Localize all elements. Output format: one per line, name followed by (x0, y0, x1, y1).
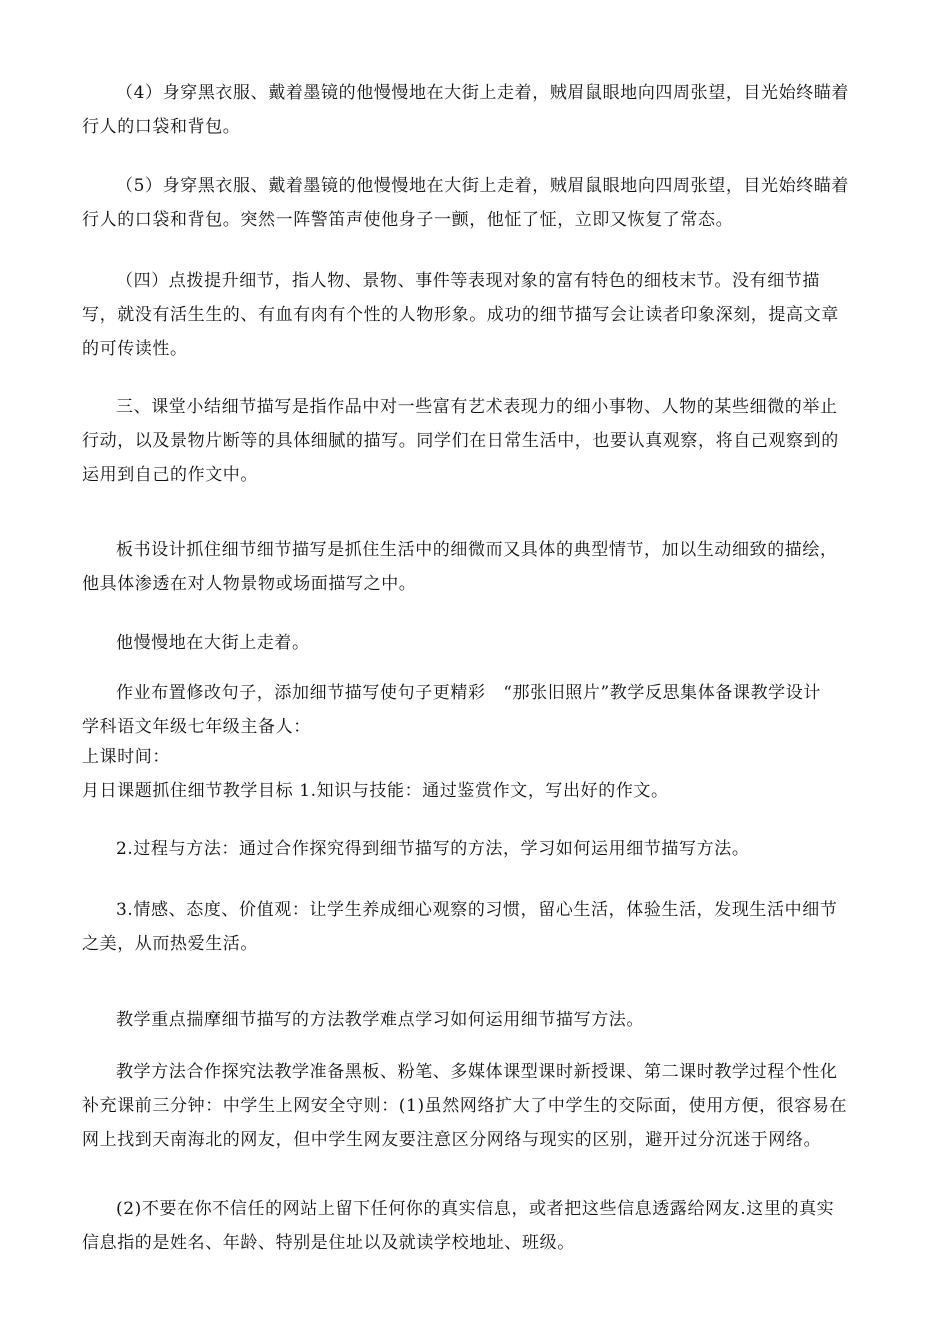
text-line: 他慢慢地在大街上走着。 (116, 633, 310, 653)
text-line: (2)不要在你不信任的网站上留下任何你的真实信息，或者把这些信息透露给网友.这里的真实 (116, 1199, 835, 1219)
text-line: 学科语文年级七年级主备人： (82, 717, 311, 737)
text-line: 行人的口袋和背包。突然一阵警笛声使他身子一颤，他怔了怔，立即又恢复了常态。 (82, 210, 734, 230)
text-line: 他具体渗透在对人物景物或场面描写之中。 (82, 574, 417, 594)
text-line: 教学重点揣摩细节描写的方法教学难点学习如何运用细节描写方法。 (116, 1010, 644, 1030)
text-line: 三、课堂小结细节描写是指作品中对一些富有艺术表现力的细小事物、人物的某些细微的举止 (116, 397, 838, 417)
text-line: 补充课前三分钟：中学生上网安全守则：(1)虽然网络扩大了中学生的交际面，使用方便，很容易在 (82, 1096, 848, 1116)
text-line: 信息指的是姓名、年龄、特别是住址以及就读学校地址、班级。 (82, 1233, 575, 1253)
text-line: 3.情感、态度、价值观：让学生养成细心观察的习惯，留心生活，体验生活，发现生活中细节 (116, 900, 838, 920)
text-line: 月日课题抓住细节教学目标 1.知识与技能：通过鉴赏作文，写出好的作文。 (82, 781, 669, 801)
paragraph-section-four (82, 264, 872, 366)
paragraph-homework (82, 676, 872, 744)
text-line: 网上找到天南海北的网友，但中学生网友要注意区分网络与现实的区别，避开过分沉迷于网络。 (82, 1130, 822, 1150)
text-line: 行人的口袋和背包。 (82, 117, 241, 137)
paragraph-goal-1 (82, 774, 872, 808)
paragraph-example-5 (82, 169, 872, 237)
text-line: 行动，以及景物片断等的具体细腻的描写。同学们在日常生活中，也要认真观察，将自己观察到的 (82, 431, 839, 451)
paragraph-board-design (82, 533, 872, 601)
paragraph-safety-rule-2 (82, 1192, 872, 1260)
text-line: （4）身穿黑衣服、戴着墨镜的他慢慢地在大街上走着，贼眉鼠眼地向四周张望，目光始终瞄着 (116, 83, 850, 103)
paragraph-teaching-method (82, 1055, 872, 1157)
text-line: 2.过程与方法：通过合作探究得到细节描写的方法，学习如何运用细节描写方法。 (116, 839, 750, 859)
text-line: 上课时间： (82, 747, 170, 767)
text-line: （5）身穿黑衣服、戴着墨镜的他慢慢地在大街上走着，贼眉鼠眼地向四周张望，目光始终瞄着 (116, 176, 850, 196)
text-line: （四）点拨提升细节，指人物、景物、事件等表现对象的富有特色的细枝末节。没有细节描 (116, 271, 820, 291)
text-line: 之美，从而热爱生活。 (82, 934, 258, 954)
paragraph-goal-3 (82, 893, 872, 961)
text-line: 板书设计抓住细节细节描写是抓住生活中的细微而又具体的典型情节，加以生动细致的描绘， (116, 540, 838, 560)
paragraph-example-4 (82, 76, 872, 144)
paragraph-teaching-focus (82, 1003, 872, 1037)
paragraph-class-summary (82, 390, 872, 492)
paragraph-walk-sentence (82, 626, 872, 660)
text-line: 的可传读性。 (82, 339, 188, 359)
text-line: 作业布置修改句子，添加细节描写使句子更精彩 “那张旧照片”教学反思集体备课教学设计 (116, 683, 821, 703)
text-line: 写，就没有活生生的、有血有肉有个性的人物形象。成功的细节描写会让读者印象深刻，提高文章 (82, 305, 839, 325)
text-line: 教学方法合作探究法教学准备黑板、粉笔、多媒体课型课时新授课、第二课时教学过程个性化 (116, 1062, 838, 1082)
text-line: 运用到自己的作文中。 (82, 465, 258, 485)
paragraph-goal-2 (82, 832, 872, 866)
paragraph-class-time (82, 740, 872, 774)
